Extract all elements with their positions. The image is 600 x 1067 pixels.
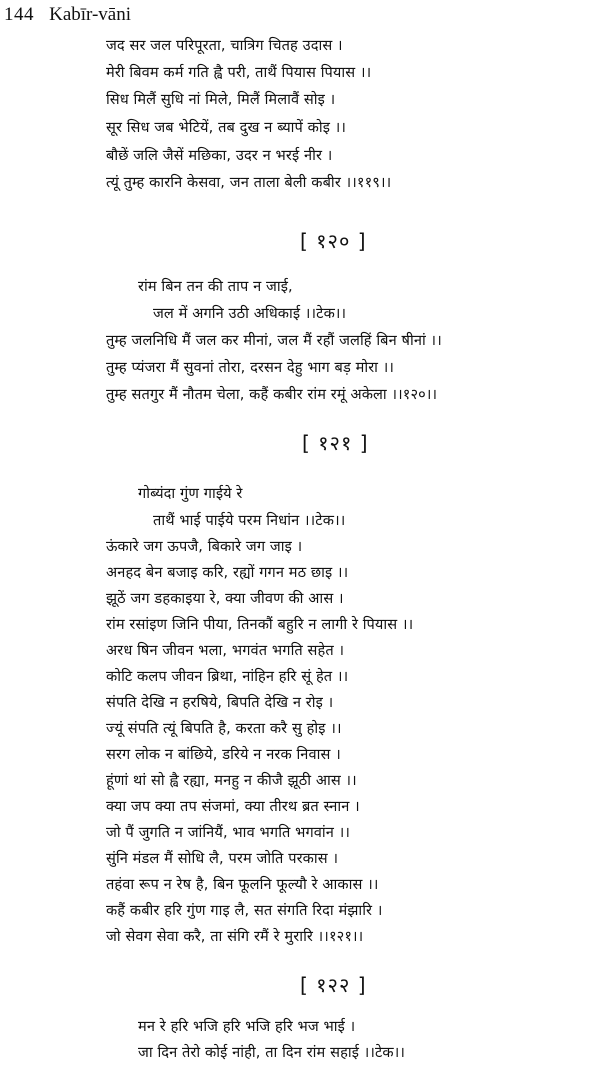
verse-line: सिध मिलैं सुधि नां मिले, मिलैं मिलावैं सोइ । — [106, 91, 336, 108]
verse-line: तहंवा रूप न रेष है, बिन फूलनि फूल्यौ रे आकास ।। — [106, 876, 379, 893]
verse-line: झूठें जग डहकाइया रे, क्या जीवण की आस । — [106, 590, 344, 607]
poem-number-heading: [ १२१ ] — [302, 431, 369, 455]
verse-line: क्या जप क्या तप संजमां, क्या तीरथ ब्रत स्नान । — [106, 798, 360, 815]
verse-line: तुम्ह प्यंजरा मैं सुवनां तोरा, दरसन देहु भाग बड़ मोरा ।। — [106, 359, 395, 376]
verse-line: ऊंकारे जग ऊपजै, बिकारे जग जाइ । — [106, 538, 303, 555]
refrain-line: गोब्यंदा गुंण गाईये रे — [138, 485, 243, 502]
verse-line: हूंणां थां सो ह्वै रह्या, मनहु न कीजै झूठी आस ।। — [106, 772, 357, 789]
verse-line: अरध षिन जीवन भला, भगवंत भगति सहेत । — [106, 642, 345, 659]
running-title: Kabīr-vāni — [49, 4, 132, 25]
verse-line: जो पैं जुगति न जांनियैं, भाव भगति भगवांन ।। — [106, 824, 351, 841]
verse-line: अनहद बेन बजाइ करि, रह्यों गगन मठ छाइ ।। — [106, 564, 349, 581]
verse-line: ज्यूं संपति त्यूं बिपति है, करता करै सु होइ ।। — [106, 720, 342, 737]
verse-line: मेरी बिवम कर्म गति ह्वै परी, ताथैं पियास पियास ।। — [106, 64, 372, 81]
verse-line: सरग लोक न बांछिये, डरिये न नरक निवास । — [106, 746, 341, 763]
refrain-line: ताथैं भाई पाईये परम निधांन ।।टेक।। — [153, 512, 346, 529]
refrain-line: रांम बिन तन की ताप न जाई, — [138, 278, 293, 295]
verse-line: तुम्ह सतगुर मैं नौतम चेला, कहैं कबीर रांम रमूं अकेला ।।१२०।। — [106, 386, 438, 403]
poem-number-heading: [ १२० ] — [300, 229, 367, 253]
verse-line: जो सेवग सेवा करै, ता संगि रमैं रे मुरारि ।।१२१।। — [106, 928, 364, 945]
page-number: 144 — [4, 4, 34, 25]
verse-line: कोटि कलप जीवन ब्रिथा, नांहिन हरि सूं हेत ।। — [106, 668, 349, 685]
refrain-line: जल में अगनि उठी अधिकाई ।।टेक।। — [153, 305, 347, 322]
refrain-line: मन रे हरि भजि हरि भजि हरि भज भाई । — [138, 1018, 356, 1035]
page-header — [4, 4, 131, 26]
poem-number-heading: [ १२२ ] — [300, 973, 367, 997]
verse-line: कहैं कबीर हरि गुंण गाइ लै, सत संगति रिदा मंझारि । — [106, 902, 383, 919]
verse-line: तुम्ह जलनिधि मैं जल कर मीनां, जल मैं रहौं जलहिं बिन षीनां ।। — [106, 332, 442, 349]
verse-line: रांम रसांइण जिनि पीया, तिनकौं बहुरि न लागी रे पियास ।। — [106, 616, 414, 633]
verse-line: बौछें जलि जैसें मछिका, उदर न भरई नीर । — [106, 147, 333, 164]
verse-line: सूर सिध जब भेटियें, तब दुख न ब्यापें कोइ ।। — [106, 119, 347, 136]
verse-line: संपति देखि न हरषिये, बिपति देखि न रोइ । — [106, 694, 334, 711]
refrain-line: जा दिन तेरो कोई नांही, ता दिन रांम सहाई ।।टेक।। — [138, 1044, 406, 1061]
verse-line: त्यूं तुम्ह कारनि केसवा, जन ताला बेली कबीर ।।११९।। — [106, 174, 392, 191]
verse-line: जद सर जल परिपूरता, चात्रिग चितह उदास । — [106, 37, 343, 54]
verse-line: सुंनि मंडल मैं सोधि लै, परम जोति परकास । — [106, 850, 339, 867]
